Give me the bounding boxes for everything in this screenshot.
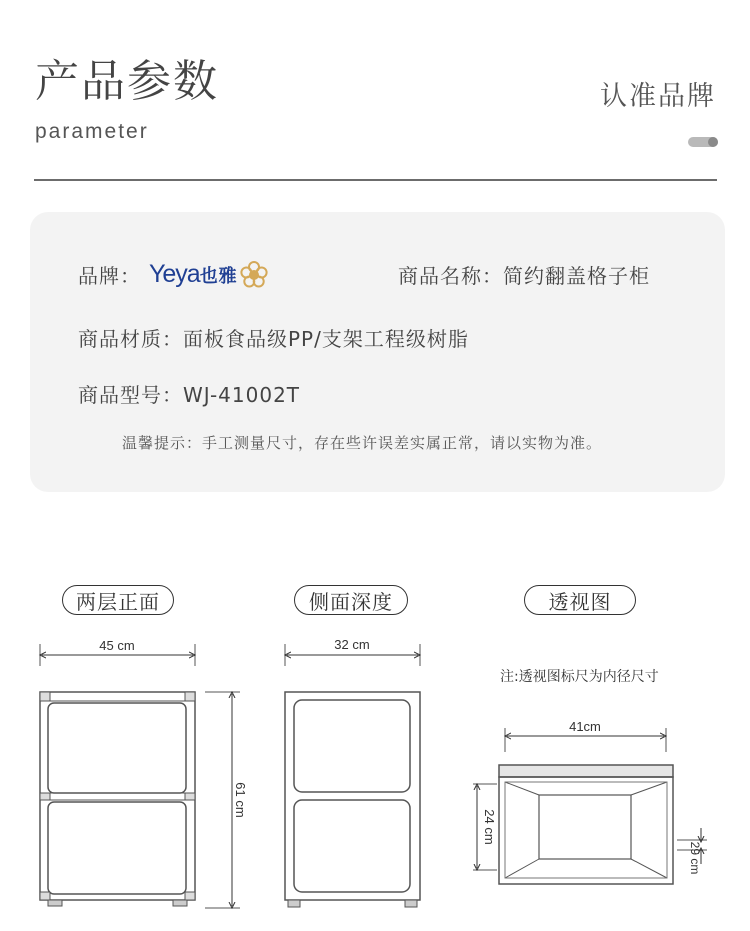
side-depth-label: 32 cm (334, 637, 370, 652)
front-height-label: 61 cm (233, 782, 248, 818)
brand-logo-cn: 也雅 (199, 265, 238, 287)
measurement-note: 温馨提示：手工测量尺寸，存在些许误差实属正常，请以实物为准。 (122, 434, 603, 452)
perspective-note: 注:透视图标尺为内径尺寸 (500, 669, 659, 685)
header-divider (34, 179, 717, 181)
front-view-diagram (0, 630, 260, 930)
toggle-icon (688, 137, 718, 147)
perspective-diagram (455, 700, 750, 900)
brand-logo-latin: Yeya (149, 260, 200, 288)
perspective-width-label: 41cm (569, 719, 601, 734)
brand-label: 品牌： (78, 264, 141, 288)
page-title: 产品参数 (35, 56, 219, 107)
brand-row (78, 260, 268, 289)
side-view-diagram (260, 630, 450, 930)
brand-tag: 认准品牌 (600, 81, 716, 112)
perspective-bottom-label: 29 cm (688, 841, 702, 875)
front-view-label: 两层正面 (62, 585, 174, 615)
product-material: 商品材质：面板食品级PP/支架工程级树脂 (78, 327, 469, 351)
flower-logo-icon (240, 261, 268, 289)
page-subtitle: parameter (35, 120, 149, 143)
product-name: 商品名称：简约翻盖格子柜 (398, 264, 650, 288)
perspective-height-label: 24 cm (482, 809, 497, 845)
product-model: 商品型号：WJ-41002T (78, 383, 301, 407)
perspective-view-label: 透视图 (524, 585, 636, 615)
side-view-label: 侧面深度 (294, 585, 408, 615)
front-width-label: 45 cm (99, 638, 135, 653)
